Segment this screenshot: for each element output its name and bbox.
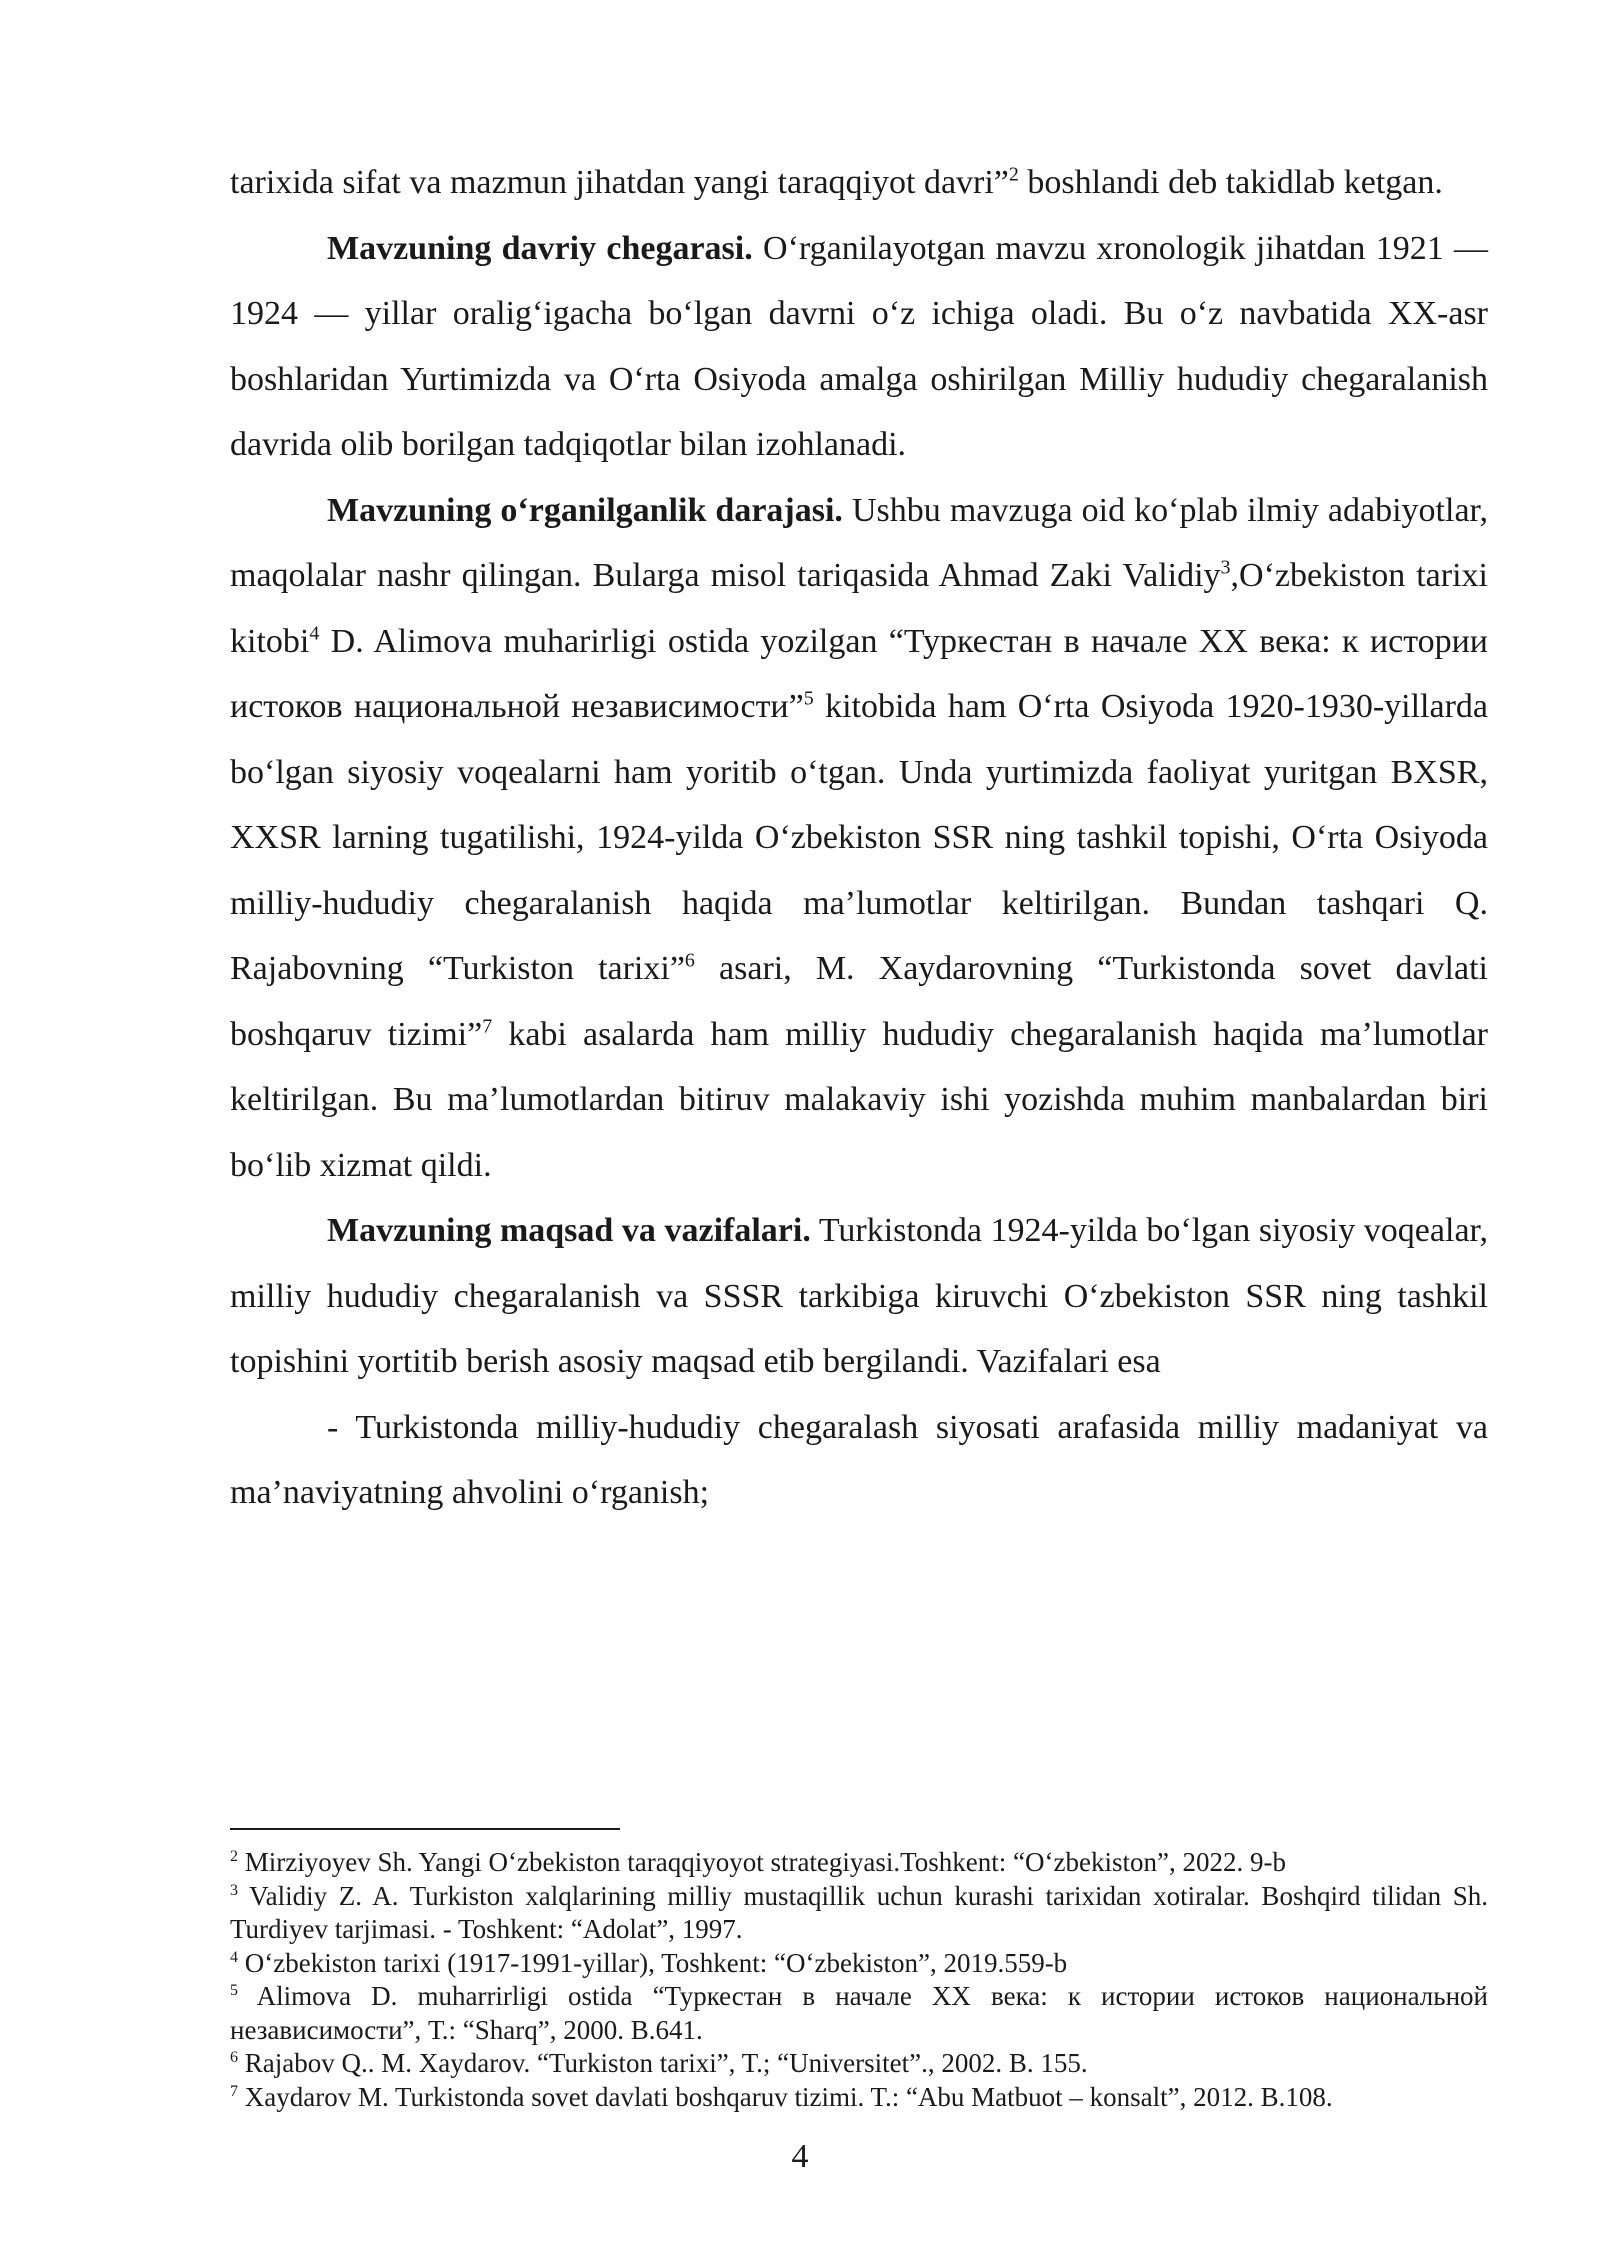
paragraph-goals bbox=[230, 1198, 1488, 1395]
footnote-number: 5 bbox=[230, 1982, 238, 1999]
footnote-text: Mirziyoyev Sh. Yangi O‘zbekiston taraqqiyoyot strategiyasi.Toshkent: “O‘zbekiston”, 2022. 9-b bbox=[238, 1847, 1286, 1877]
paragraph-text: D. Alimova muharirligi ostida yozilgan “Туркестан в начале XX века: к истории истоков национальной независимости” bbox=[230, 622, 1488, 725]
paragraph-text: O‘rganilayotgan mavzu xronologik jihatdan 1921 — 1924 — yillar oralig‘igacha bo‘lgan davrni o‘z ichiga oladi. Bu o‘z navbatida XX-asr boshlaridan Yurtimizda va O‘rta Osiyoda amalga oshirilgan Milliy hududiy chegaralanish davrida olib borilgan tadqiqotlar bilan izohlanadi. bbox=[230, 229, 1488, 463]
footnote-ref[interactable]: 7 bbox=[482, 1015, 493, 1038]
paragraph-text: boshlandi deb takidlab ketgan. bbox=[1018, 164, 1443, 201]
footnote bbox=[230, 1880, 1488, 1947]
footnote-ref[interactable]: 3 bbox=[1220, 556, 1231, 579]
footnote bbox=[230, 1846, 1488, 1880]
footnote bbox=[230, 2081, 1488, 2115]
paragraph-text: Turkistonda 1924-yilda bo‘lgan siyosiy voqealar, milliy hududiy chegaralanish va SSSR tarkibiga kiruvchi O‘zbekiston SSR ning tashkil topishini yortitib berish asosiy maqsad etib bergilandi. Vazifalari esa bbox=[230, 1212, 1488, 1380]
section-heading: Mavzuning davriy chegarasi. bbox=[327, 229, 753, 267]
paragraph-text: ,O‘zbekiston tarixi kitobi bbox=[230, 557, 1488, 660]
paragraph-text: kitobida ham O‘rta Osiyoda 1920-1930-yillarda bo‘lgan siyosiy voqealarni ham yoritib o‘tgan. Unda yurtimizda faoliyat yuritgan BXSR, XXSR larning tugatilishi, 1924-yilda O‘zbekiston SSR ning tashkil topishi, O‘rta Osiyoda milliy-hududiy chegaralanish haqida ma’lumotlar keltirilgan. Bundan tashqari Q. Rajabovning “Turkiston tarixi” bbox=[230, 688, 1488, 987]
footnote bbox=[230, 1947, 1488, 1981]
footnote-number: 4 bbox=[230, 1948, 238, 1966]
footnote-ref[interactable]: 5 bbox=[803, 687, 814, 710]
page-number: 4 bbox=[791, 2138, 809, 2175]
paragraph-text: asari, M. Xaydarovning “Turkistonda sovet davlati boshqaruv tizimi” bbox=[230, 950, 1488, 1053]
section-heading: Mavzuning o‘rganilganlik darajasi. bbox=[327, 491, 843, 529]
paragraph-task-item bbox=[230, 1395, 1488, 1526]
footnote-separator bbox=[230, 1828, 620, 1830]
footnote-number: 2 bbox=[230, 1848, 238, 1865]
footnote-text: Validiy Z. A. Turkiston xalqlarining milliy mustaqillik uchun kurashi tarixidan xotiralar. Boshqird tilidan Sh. Turdiyev tarjimasi. - Toshkent: “Adolat”, 1997. bbox=[230, 1880, 1488, 1944]
paragraph-continuation bbox=[230, 150, 1488, 216]
paragraph-text: tarixida sifat va mazmun jihatdan yangi taraqqiyot davri” bbox=[230, 164, 1009, 201]
footnote-text: Xaydarov M. Turkistonda sovet davlati boshqaruv tizimi. T.: “Abu Matbuot – konsalt”, 2012. B.108. bbox=[238, 2081, 1333, 2112]
footnote-number: 3 bbox=[230, 1881, 238, 1899]
footnote-number: 7 bbox=[230, 2082, 238, 2100]
footnote bbox=[230, 1980, 1488, 2047]
footnote-ref[interactable]: 2 bbox=[1008, 163, 1019, 186]
paragraph-literature-review bbox=[230, 478, 1488, 1199]
footnote-text: Alimova D. muharrirligi ostida “Туркестан в начале XX века: к истории истоков национальной независимости”, Т.: “Sharq”, 2000. B.641. bbox=[230, 1981, 1488, 2045]
paragraph-text: kabi asalarda ham milliy hududiy chegaralanish haqida ma’lumotlar keltirilgan. Bu ma’lumotlardan bitiruv malakaviy ishi yozishda muhim manbalardan biri bo‘lib xizmat qildi. bbox=[230, 1015, 1489, 1184]
section-heading: Mavzuning maqsad va vazifalari. bbox=[327, 1212, 811, 1249]
footnote-ref[interactable]: 6 bbox=[684, 949, 695, 972]
footnote-text: O‘zbekiston tarixi (1917-1991-yillar), Toshkent: “O‘zbekiston”, 2019.559-b bbox=[238, 1947, 1068, 1978]
footnote bbox=[230, 2047, 1488, 2081]
footnote-ref[interactable]: 4 bbox=[309, 622, 320, 645]
paragraph-text: - Turkistonda milliy-hududiy chegaralash siyosati arafasida milliy madaniyat va ma’naviyatning ahvolini o‘rganish; bbox=[230, 1408, 1488, 1511]
footnote-number: 6 bbox=[230, 2049, 238, 2066]
footnotes bbox=[230, 1846, 1488, 2114]
footnote-text: Rajabov Q.. M. Xaydarov. “Turkiston tarixi”, T.; “Universitet”., 2002. B. 155. bbox=[238, 2048, 1088, 2078]
paragraph-text: Ushbu mavzuga oid ko‘plab ilmiy adabiyotlar, maqolalar nashr qilingan. Bularga misol tariqasida Ahmad Zaki Validiy bbox=[230, 491, 1488, 594]
paragraph-chronology bbox=[230, 216, 1488, 478]
page-body bbox=[230, 150, 1488, 1526]
